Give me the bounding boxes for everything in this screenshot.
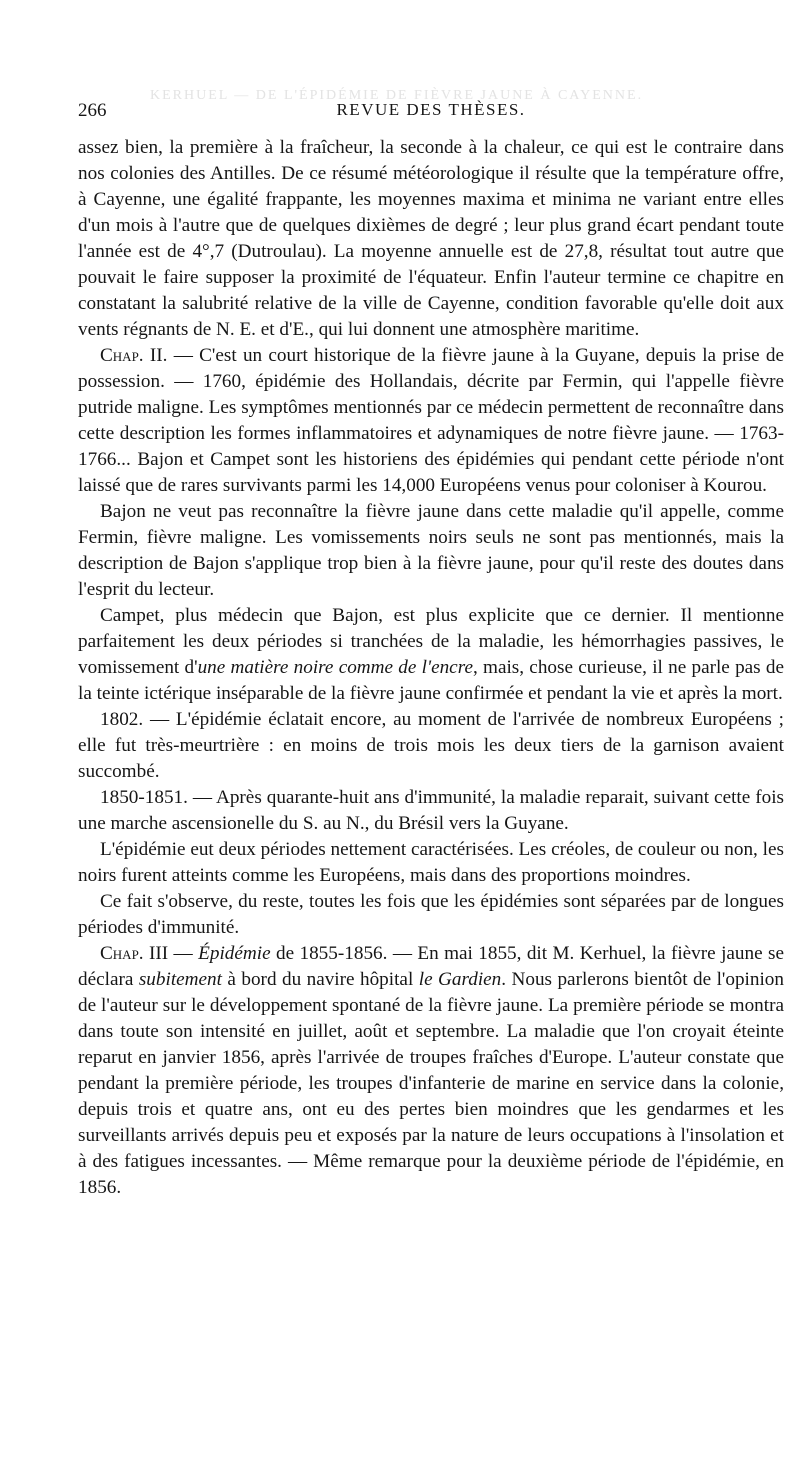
paragraph [78, 499, 784, 603]
paragraph [78, 135, 784, 343]
bleed-through-text: KERHUEL — DE L'ÉPIDÉMIE DE FIÈVRE JAUNE À CAYENNE. [150, 88, 644, 103]
paragraph-text: assez bien, la première à la fraîcheur, la seconde à la chaleur, ce qui est le contraire dans nos colonies des Antilles. De ce résumé météorologique il résulte que la température offre, à Cayenne, une égalité frappante, les moyennes maxima et minima ne variant entre elles d'un mois à l'autre que de quelques dixièmes de degré ; leur plus grand écart pendant toute l'année est de 4°,7 (Dutroulau). La moyenne annuelle est de 27,8, résultat tout autre que pouvait le faire supposer la proximité de l'équateur. Enfin l'auteur termine ce chapitre en constatant la salubrité relative de la ville de Cayenne, condition favorable qu'elle doit aux vents régnants de N. E. et d'E., qui lui donnent une atmosphère maritime. [78, 137, 784, 340]
paragraph-text: — C'est un court historique de la fièvre jaune à la Guyane, depuis la prise de possession. — 1760, épidémie des Hollandais, décrite par Fermin, qui l'appelle fièvre putride maligne. Les symptômes mentionnés par ce médecin permettent de reconnaître dans cette description les formes inflammatoires et adynamiques de notre fièvre jaune. — 1763-1766... Bajon et Campet sont les historiens des épidémies qui pendant cette période n'ont laissé que de rares survivants parmi les 14,000 Européens venus pour coloniser à Kourou. [78, 345, 784, 496]
paragraph [78, 343, 784, 499]
paragraph-text: 1850-1851. — Après quarante-huit ans d'immunité, la maladie reparait, suivant cette fois une marche ascensionelle du S. au N., du Brésil vers la Guyane. [78, 787, 784, 834]
italic-text: le Gardien [418, 969, 502, 990]
paragraph [78, 603, 784, 707]
page-header [78, 100, 784, 130]
chapter-heading: Chap. III [100, 943, 169, 964]
paragraph-text: . Nous parlerons bientôt de l'opinion de l'auteur sur le développement spontané de la fièvre jaune. La première période se montra dans toute son intensité en juillet, août et septembre. La maladie que l'on croyait éteinte reparut en janvier 1856, après l'arrivée de troupes fraîches d'Europe. L'auteur constate que pendant la première période, les troupes d'infanterie de marine en service dans la colonie, depuis trois et quatre ans, ont eu des pertes bien moindres que les gendarmes et les surveillants arrivés depuis peu et exposés par la nature de leurs occupations à l'insolation et à des fatigues incessantes. — Même remarque pour la deuxième période de l'épidémie, en 1856. [78, 969, 784, 1198]
paragraph [78, 707, 784, 785]
paragraph-text: Ce fait s'observe, du reste, toutes les fois que les épidémies sont séparées par de longues périodes d'immunité. [78, 891, 784, 938]
italic-text: Épidémie [198, 943, 271, 964]
paragraph-text: Bajon ne veut pas reconnaître la fièvre jaune dans cette maladie qu'il appelle, comme Fermin, fièvre maligne. Les vomissements noirs seuls ne sont pas mentionnés, mais la description de Bajon s'applique trop bien à la fièvre jaune, pour qu'il reste des doutes dans l'esprit du lecteur. [78, 501, 784, 600]
running-title: REVUE DES THÈSES. [336, 100, 526, 119]
paragraph [78, 837, 784, 889]
italic-text: une matière noire comme de l'encre [197, 657, 473, 678]
paragraph [78, 889, 784, 941]
paragraph-text: , mais, chose curieuse, il ne parle pas de la teinte ictérique inséparable de la fièvre jaune confirmée et pendant la vie et après la mort. [78, 657, 785, 704]
body-text [78, 135, 784, 1201]
paragraph-text: — [168, 943, 199, 964]
italic-text: subitement [138, 969, 222, 990]
paragraph-text: 1802. — L'épidémie éclatait encore, au moment de l'arrivée de nombreux Européens ; elle fut très-meurtrière : en moins de trois mois les deux tiers de la garnison avaient succombé. [78, 709, 784, 782]
chapter-heading: Chap. II. [100, 345, 168, 366]
paragraph-text: Campet, plus médecin que Bajon, est plus explicite que ce dernier. Il mentionne parfaitement les deux périodes si tranchées de la maladie, les hémorrhagies passives, le vomissement d' [78, 605, 784, 678]
paragraph [78, 941, 784, 1201]
page-number: 266 [78, 100, 107, 121]
paragraph [78, 785, 784, 837]
paragraph-text: à bord du navire hôpital [221, 969, 419, 990]
paragraph-text: L'épidémie eut deux périodes nettement caractérisées. Les créoles, de couleur ou non, les noirs furent atteints comme les Européens, mais dans des proportions moindres. [78, 839, 784, 886]
paragraph-text: de 1855-1856. — En mai 1855, dit M. Kerhuel, la fièvre jaune se déclara [78, 943, 784, 990]
